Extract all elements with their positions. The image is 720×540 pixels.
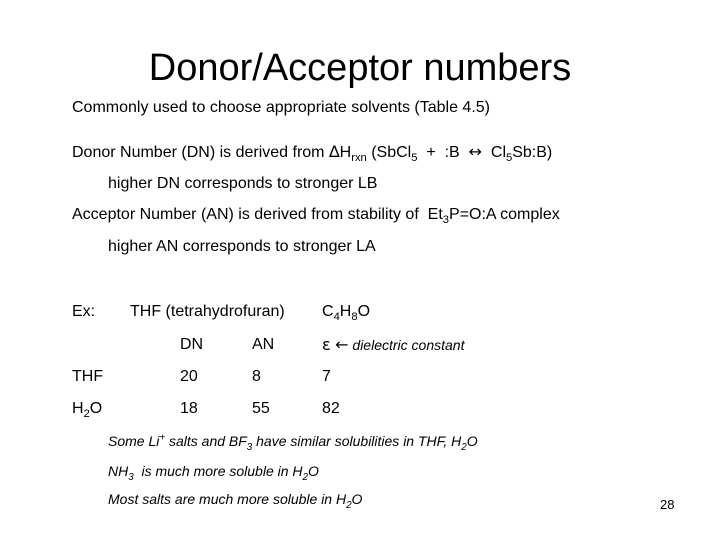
table-row-thf-dn: 20 xyxy=(180,368,198,385)
example-solvent: THF (tetrahydrofuran) xyxy=(130,303,285,320)
epsilon-symbol: ε xyxy=(322,335,331,354)
page-number: 28 xyxy=(660,497,675,512)
example-formula: $C_4H_8O$ xyxy=(322,303,371,324)
table-row-water-an: 55 xyxy=(252,400,270,417)
delta-symbol: ∆ xyxy=(328,142,340,161)
note-most-salts: Most salts are much more soluble in $H_2O$ xyxy=(108,491,363,511)
line-higher-an: higher AN corresponds to stronger LA xyxy=(108,238,376,255)
table-row-thf-an: 8 xyxy=(252,368,261,385)
table-row-water-dn: 18 xyxy=(180,400,198,417)
table-header-eps: ε ← dielectric constant xyxy=(322,335,465,354)
line-higher-dn: higher DN corresponds to stronger LB xyxy=(108,175,378,192)
note-li-salts: Some Li+ salts and $BF_3$ have similar solubilities in THF, $H_2O$ xyxy=(108,432,478,453)
line-acceptor-number: Acceptor Number (AN) is derived from stability of $Et_3P=O:A$ complex xyxy=(72,206,560,227)
table-header-an: AN xyxy=(252,336,275,353)
left-arrow-icon: ← xyxy=(335,335,349,354)
table-header-dn: DN xyxy=(180,336,204,353)
table-row-thf-name: THF xyxy=(72,368,104,385)
table-row-water-name: $H_2O$ xyxy=(72,400,103,421)
example-label: Ex: xyxy=(72,303,96,320)
table-row-thf-eps: 7 xyxy=(322,368,331,385)
note-nh3: $NH_3$ is much more soluble in $H_2O$ xyxy=(108,463,319,483)
slide-title: Donor/Acceptor numbers xyxy=(148,47,572,89)
line-solvent-usage: Commonly used to choose appropriate solvents (Table 4.5) xyxy=(72,99,490,116)
line-donor-number: Donor Number (DN) is derived from $\Delta H_{rxn}$ (SbCl$_5$ + :B ↔ $Cl_5Sb:B$) xyxy=(72,142,553,165)
table-row-water-eps: 82 xyxy=(322,400,340,417)
double-arrow-icon: ↔ xyxy=(468,142,482,161)
